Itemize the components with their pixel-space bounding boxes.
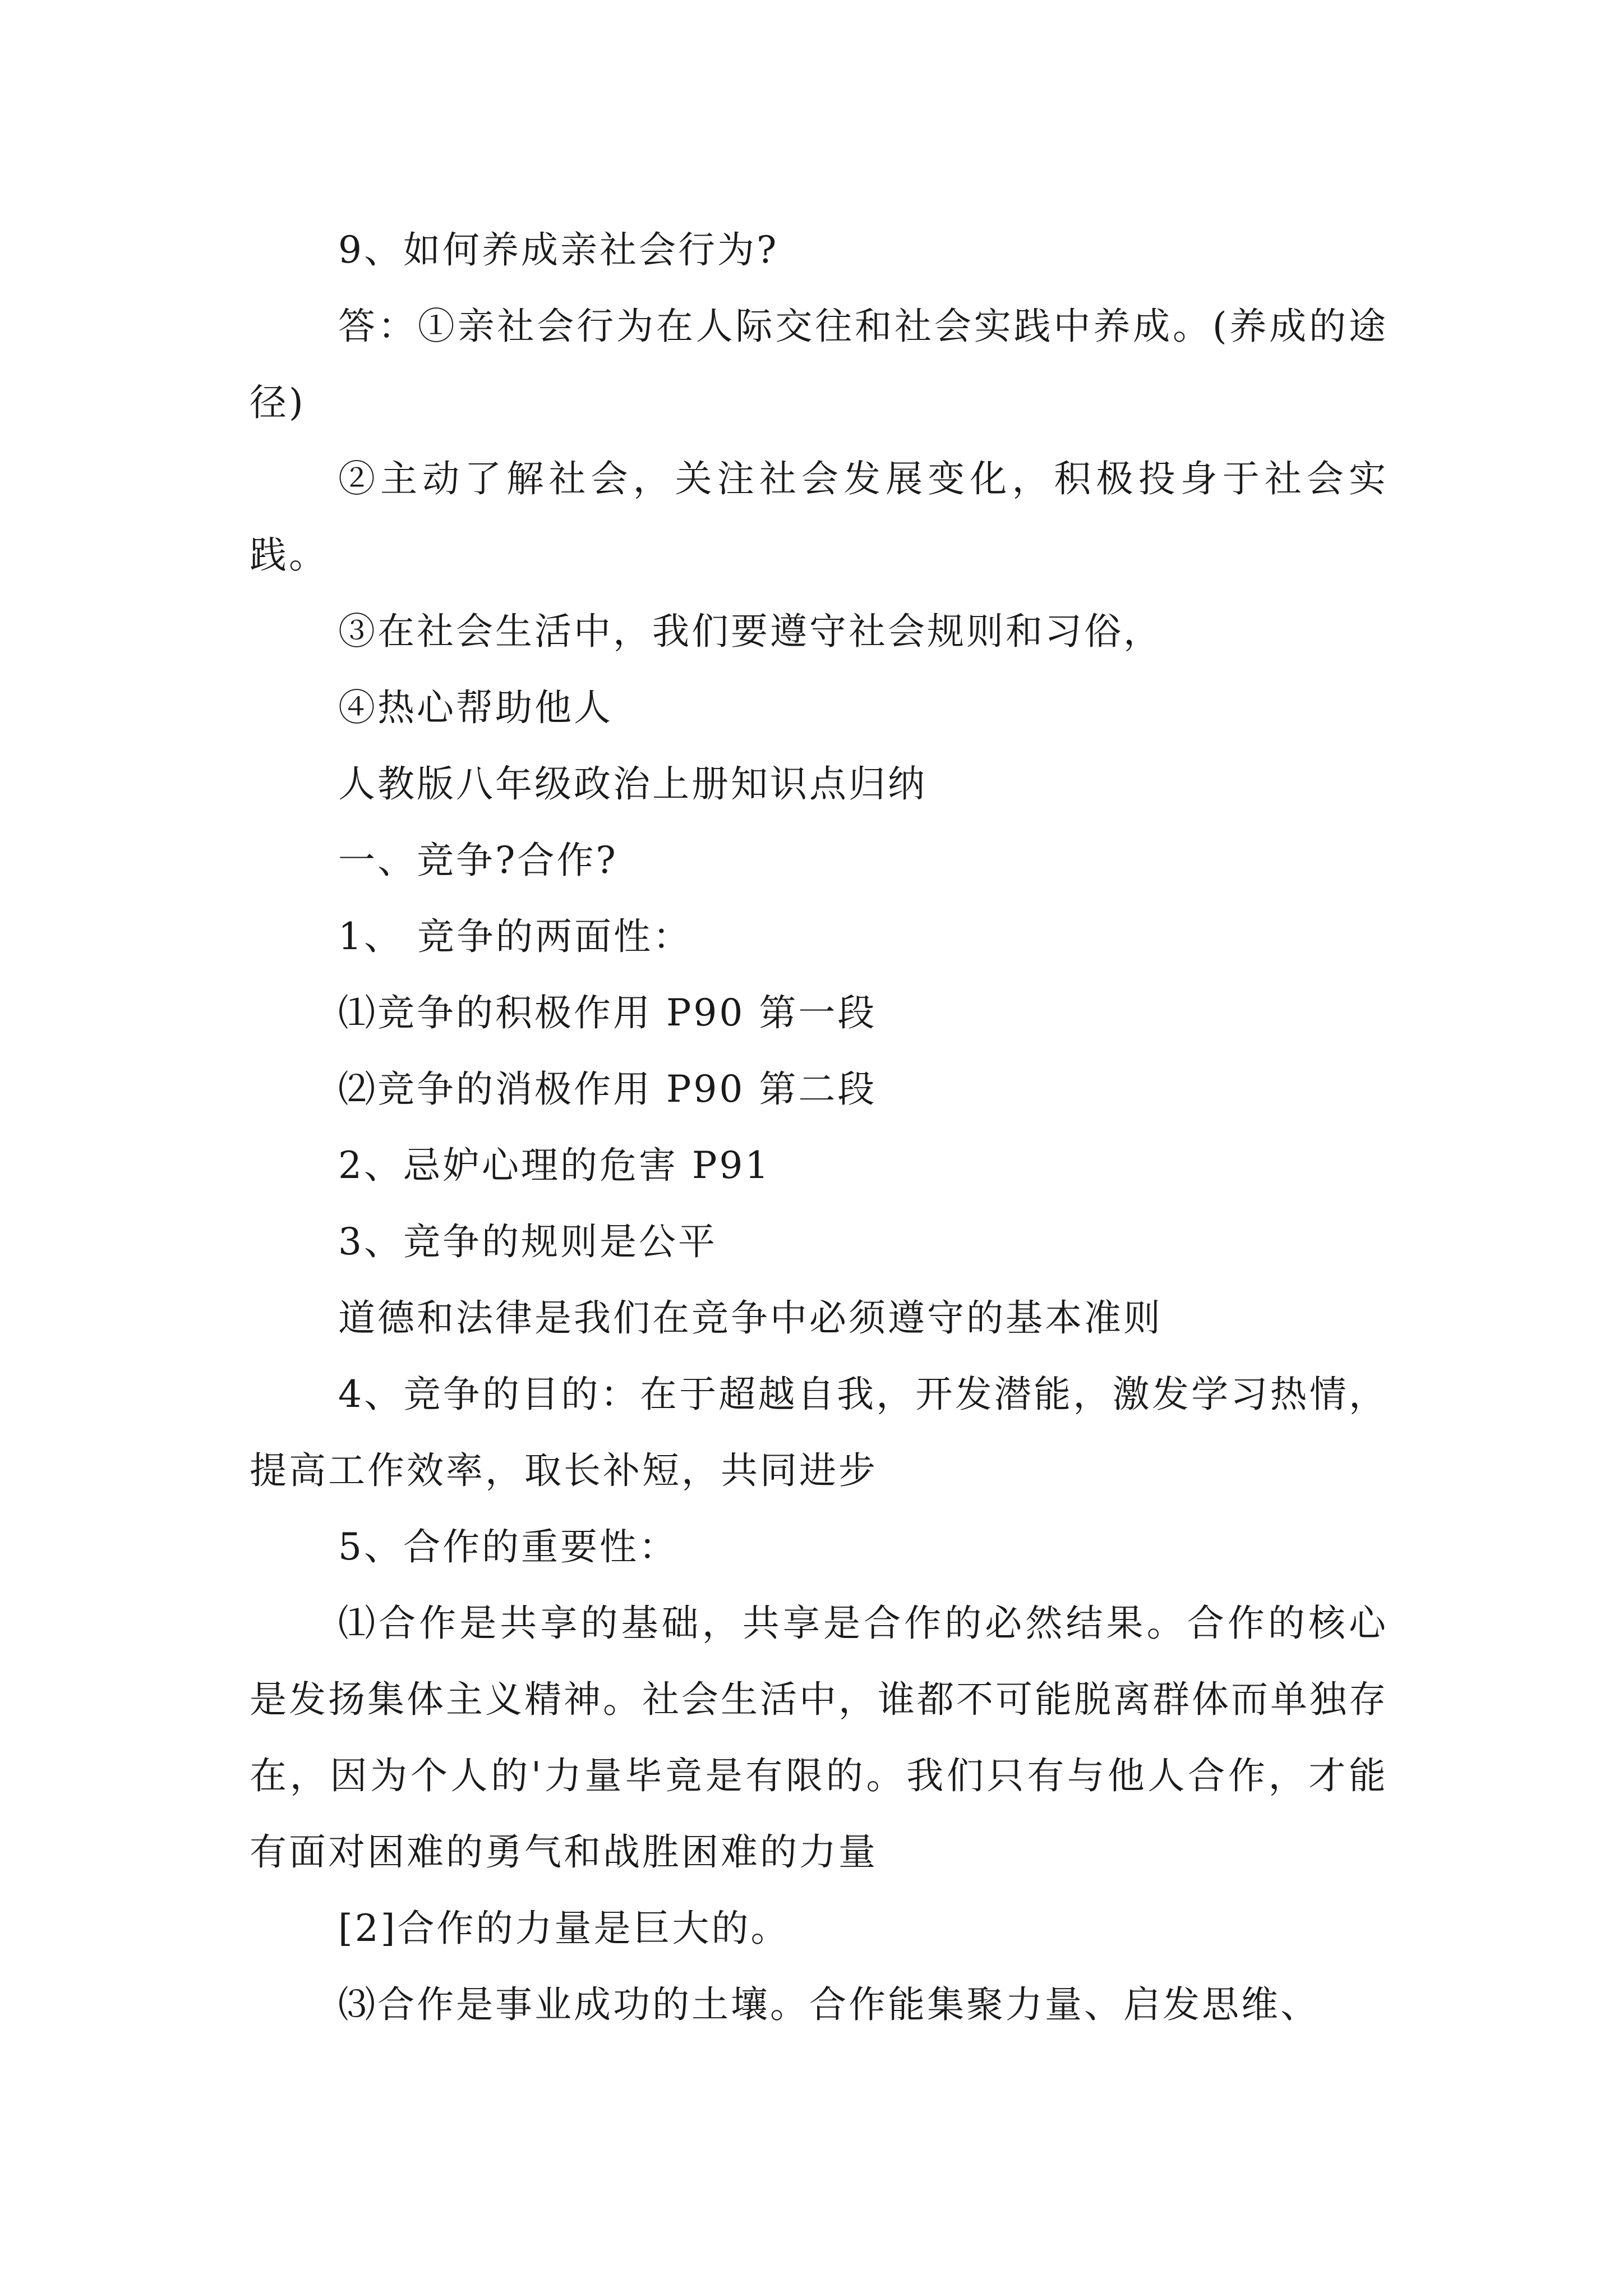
answer-point-1: 答：①亲社会行为在人际交往和社会实践中养成。(养成的途径) xyxy=(250,305,1388,424)
section-title: 人教版八年级政治上册知识点归纳 xyxy=(338,762,927,806)
item-1-sub-1: ⑴竞争的积极作用 P90 第一段 xyxy=(338,991,877,1034)
answer-point-2: ②主动了解社会，关注社会发展变化，积极投身于社会实践。 xyxy=(250,457,1388,577)
item-4: 4、竞争的目的：在于超越自我，开发潜能，激发学习热情，提高工作效率，取长补短，共同进步 xyxy=(250,1373,1388,1492)
item-3: 3、竞争的规则是公平 xyxy=(338,1220,717,1263)
chapter-heading: 一、竞争?合作? xyxy=(338,839,618,882)
item-1-heading: 1、 竞争的两面性： xyxy=(338,915,692,958)
item-2: 2、忌妒心理的危害 P91 xyxy=(338,1144,771,1187)
item-1-sub-2: ⑵竞争的消极作用 P90 第二段 xyxy=(338,1068,877,1111)
item-5-heading: 5、合作的重要性： xyxy=(338,1525,678,1568)
item-3-note: 道德和法律是我们在竞争中必须遵守的基本准则 xyxy=(338,1296,1163,1340)
document-body xyxy=(250,212,1388,2043)
answer-point-4: ④热心帮助他人 xyxy=(338,686,613,729)
item-5-sub-3: ⑶合作是事业成功的土壤。合作能集聚力量、启发思维、 xyxy=(338,1983,1320,2026)
item-5-sub-1: ⑴合作是共享的基础，共享是合作的必然结果。合作的核心是发扬集体主义精神。社会生活中，谁都不可能脱离群体而单独存在，因为个人的'力量毕竟是有限的。我们只有与他人合作，才能有面对困难的勇气和战胜困难的力量 xyxy=(250,1602,1388,1874)
question-heading: 9、如何养成亲社会行为? xyxy=(338,228,779,272)
item-5-sub-2: [2]合作的力量是巨大的。 xyxy=(338,1907,790,1950)
answer-point-3: ③在社会生活中，我们要遵守社会规则和习俗， xyxy=(338,610,1163,653)
